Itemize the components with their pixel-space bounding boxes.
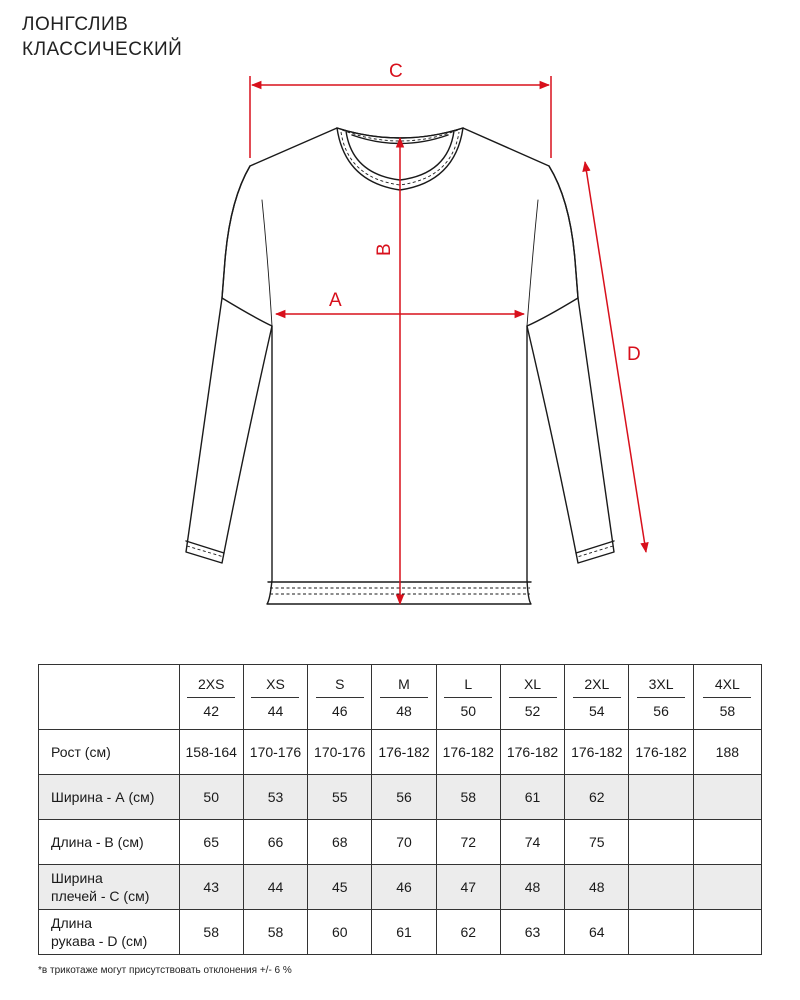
table-cell xyxy=(629,820,693,865)
size-intl: 4XL xyxy=(714,675,740,692)
size-intl: 3XL xyxy=(648,675,674,692)
table-row xyxy=(39,730,762,775)
table-cell: 56 xyxy=(372,775,436,820)
size-header-cell xyxy=(629,665,693,730)
row-label: Ширина - А (см) xyxy=(39,775,180,820)
size-separator xyxy=(251,697,299,698)
size-ru: 58 xyxy=(719,702,736,719)
table-cell: 61 xyxy=(372,910,436,955)
table-cell: 70 xyxy=(372,820,436,865)
table-cell: 46 xyxy=(372,865,436,910)
row-label-line: рукава - D (см) xyxy=(51,933,148,949)
table-cell: 55 xyxy=(308,775,372,820)
size-table-body xyxy=(39,665,762,955)
size-intl: XL xyxy=(523,675,542,692)
table-row xyxy=(39,775,762,820)
table-row xyxy=(39,820,762,865)
size-intl: XS xyxy=(266,675,285,692)
table-cell: 176-182 xyxy=(500,730,564,775)
size-intl: 2XS xyxy=(197,675,225,692)
table-row xyxy=(39,865,762,910)
table-cell: 176-182 xyxy=(372,730,436,775)
table-cell: 158-164 xyxy=(179,730,243,775)
size-header-cell xyxy=(372,665,436,730)
table-cell: 44 xyxy=(243,865,307,910)
table-cell: 63 xyxy=(500,910,564,955)
row-label: Рост (см) xyxy=(39,730,180,775)
size-separator xyxy=(573,697,621,698)
size-ru: 48 xyxy=(396,702,412,719)
table-cell: 47 xyxy=(436,865,500,910)
table-cell: 188 xyxy=(693,730,761,775)
size-ru: 46 xyxy=(331,702,348,719)
table-cell xyxy=(693,820,761,865)
table-cell: 176-182 xyxy=(629,730,693,775)
table-cell xyxy=(629,775,693,820)
table-cell: 62 xyxy=(436,910,500,955)
table-cell: 58 xyxy=(243,910,307,955)
table-row xyxy=(39,910,762,955)
size-separator xyxy=(703,697,751,698)
size-ru: 44 xyxy=(267,702,284,719)
size-header-cell xyxy=(565,665,629,730)
table-cell: 68 xyxy=(308,820,372,865)
table-cell: 58 xyxy=(179,910,243,955)
table-cell: 53 xyxy=(243,775,307,820)
dimension-b-label: B xyxy=(374,243,395,256)
tolerance-footnote: *в трикотаже могут присутствовать отклонения +/- 6 % xyxy=(38,965,292,976)
row-label-line: плечей - С (см) xyxy=(51,888,150,904)
table-cell: 62 xyxy=(565,775,629,820)
table-cell: 50 xyxy=(179,775,243,820)
size-header-cell xyxy=(179,665,243,730)
size-ru: 50 xyxy=(460,702,477,719)
table-cell: 61 xyxy=(500,775,564,820)
size-header-row xyxy=(39,665,762,730)
table-cell: 60 xyxy=(308,910,372,955)
size-ru: 56 xyxy=(653,702,669,719)
size-separator xyxy=(637,697,685,698)
row-label-line: Ширина xyxy=(51,870,103,886)
size-ru: 42 xyxy=(203,702,219,719)
product-title-line-2: КЛАССИЧЕСКИЙ xyxy=(22,39,183,60)
table-cell xyxy=(693,865,761,910)
table-cell: 58 xyxy=(436,775,500,820)
table-cell xyxy=(629,910,693,955)
size-separator xyxy=(380,697,428,698)
table-cell: 176-182 xyxy=(436,730,500,775)
size-ru: 52 xyxy=(524,702,541,719)
size-intl: M xyxy=(398,675,410,692)
size-intl: S xyxy=(335,675,345,692)
table-cell: 48 xyxy=(500,865,564,910)
size-separator xyxy=(509,697,557,698)
table-cell: 45 xyxy=(308,865,372,910)
size-header-cell xyxy=(436,665,500,730)
size-table xyxy=(38,664,762,955)
table-cell: 48 xyxy=(565,865,629,910)
size-separator xyxy=(444,697,492,698)
table-cell: 72 xyxy=(436,820,500,865)
size-separator xyxy=(316,697,364,698)
table-cell: 75 xyxy=(565,820,629,865)
table-cell: 43 xyxy=(179,865,243,910)
size-intl: L xyxy=(464,675,473,692)
size-intl: 2XL xyxy=(584,675,610,692)
table-cell: 74 xyxy=(500,820,564,865)
table-cell: 170-176 xyxy=(308,730,372,775)
product-title-line-1: ЛОНГСЛИВ xyxy=(22,14,129,35)
size-separator xyxy=(187,697,235,698)
row-label xyxy=(39,910,180,955)
size-header-empty-cell xyxy=(39,665,180,730)
row-label xyxy=(39,865,180,910)
size-ru: 54 xyxy=(589,702,605,719)
table-cell: 66 xyxy=(243,820,307,865)
table-cell xyxy=(693,910,761,955)
dimension-c-label: C xyxy=(389,61,403,82)
row-label-line: Длина xyxy=(51,915,92,931)
table-cell xyxy=(693,775,761,820)
size-header-cell xyxy=(500,665,564,730)
row-label: Длина - В (см) xyxy=(39,820,180,865)
size-header-cell xyxy=(243,665,307,730)
table-cell xyxy=(629,865,693,910)
table-cell: 170-176 xyxy=(243,730,307,775)
table-cell: 64 xyxy=(565,910,629,955)
table-cell: 65 xyxy=(179,820,243,865)
table-cell: 176-182 xyxy=(565,730,629,775)
size-header-cell xyxy=(693,665,761,730)
dimension-a-label: A xyxy=(329,290,342,311)
dimension-d-label: D xyxy=(627,344,641,365)
size-header-cell xyxy=(308,665,372,730)
